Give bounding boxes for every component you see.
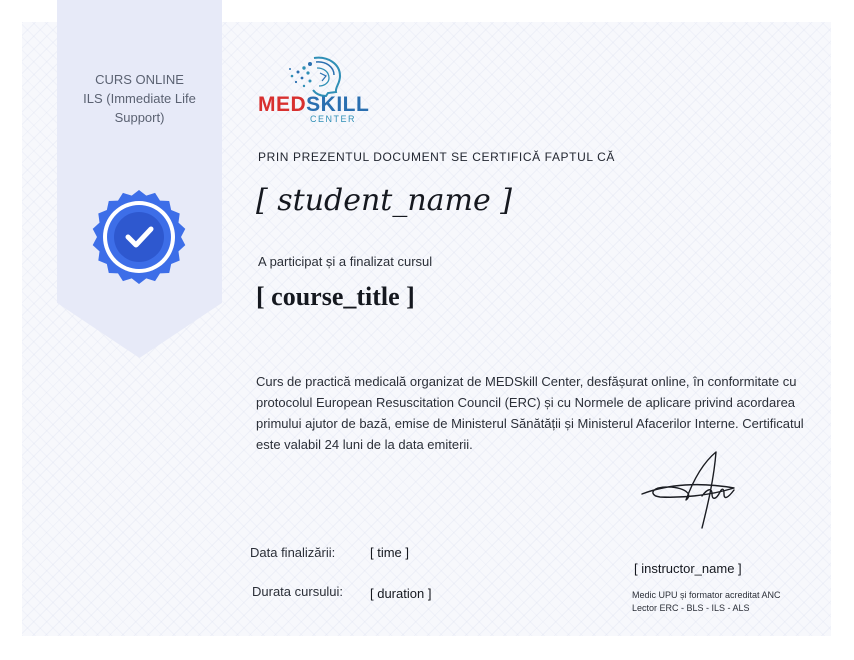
instructor-title-line-1: Medic UPU și formator acreditat ANC [632, 590, 781, 600]
course-description: Curs de practică medicală organizat de MEDSkill Center, desfășurat online, în conformitate cu protocolul European Resuscitation Council (ERC) și cu Normele de aplicare privind acordarea primului ajutor de bază, emise de Ministerul Sănătății și Ministerul Afacerilor Interne. Certificatul este valabil 24 luni de la data emiterii. [256, 374, 804, 452]
logo-word-med: MED [258, 93, 307, 116]
course-duration-value: [ duration ] [370, 586, 432, 601]
course-title: [ course_title ] [256, 282, 415, 311]
completion-date-value: [ time ] [370, 545, 410, 560]
instructor-title-line-2: Lector ERC - BLS - ILS - ALS [632, 603, 750, 613]
certify-statement: PRIN PREZENTUL DOCUMENT SE CERTIFICĂ FAPTUL CĂ [258, 150, 615, 164]
course-duration-label: Durata cursului: [252, 584, 344, 599]
logo-subtitle: CENTER [310, 114, 357, 124]
completion-date-label: Data finalizării: [250, 545, 336, 560]
participation-text: A participat și a finalizat cursul [258, 254, 433, 269]
student-name: [ student_name ] [256, 183, 512, 218]
ribbon-course-label [57, 70, 222, 127]
instructor-name: [ instructor_name ] [634, 561, 742, 576]
verified-badge-icon [91, 189, 187, 285]
ribbon-line-3: Support) [114, 110, 165, 125]
ribbon-line-2: ILS (Immediate Life [83, 91, 196, 106]
ribbon-line-1: CURS ONLINE [95, 72, 184, 87]
course-ribbon [57, 0, 222, 358]
instructor-signature [638, 448, 748, 540]
logo-word-skill: SKILL [306, 93, 370, 116]
